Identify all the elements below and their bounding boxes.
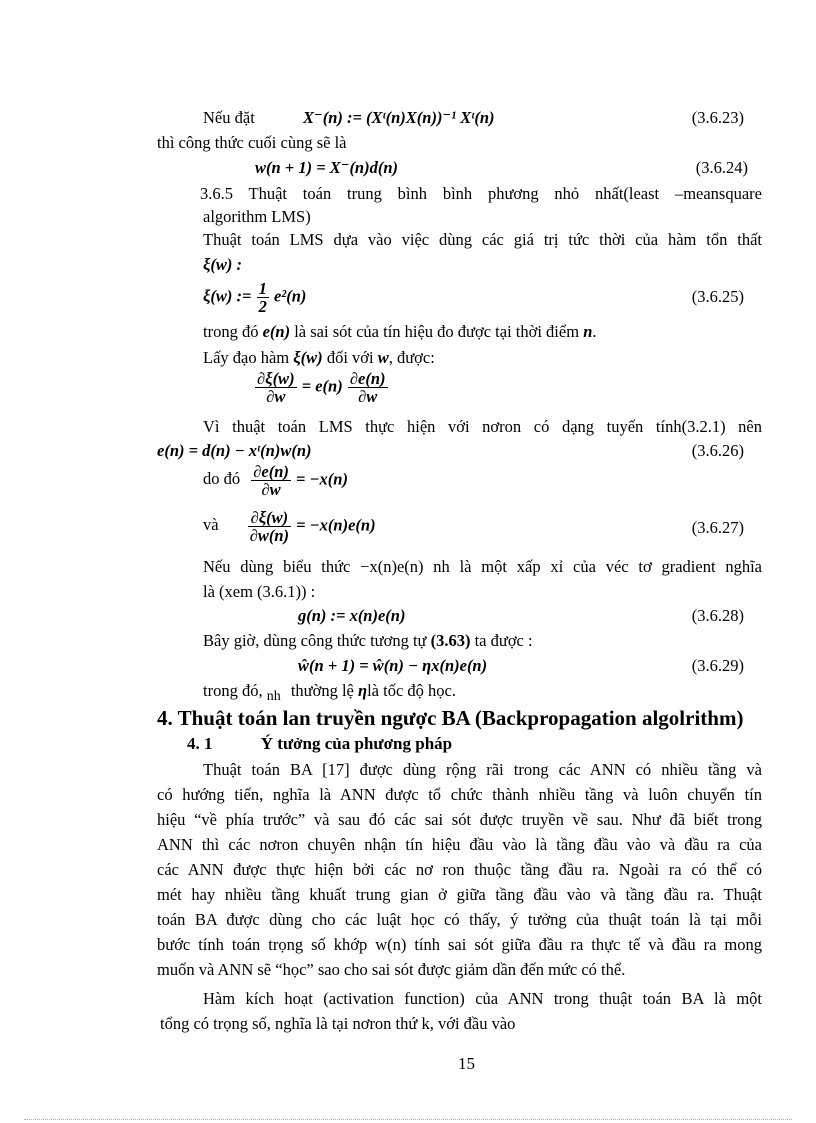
formula-3-6-28: g(n) := x(n)e(n) [298, 606, 406, 625]
denominator: 2 [258, 297, 267, 316]
text: do đó [203, 469, 241, 489]
numerator: 1 [258, 279, 267, 298]
page-number: 15 [458, 1054, 475, 1073]
equation-number: (3.6.29) [691, 656, 744, 675]
text-line [203, 681, 456, 703]
section-heading-4: 4. Thuật toán lan truyền ngược BA (Backpropagation algolrithm) [157, 706, 744, 730]
equation-number: (3.6.27) [691, 518, 744, 537]
paragraph-line: tổng có trọng số, nghĩa là tại nơron thứ k, với đầu vào [160, 1014, 516, 1033]
text: nh [266, 689, 281, 704]
paragraph-line: có hướng tiến, nghĩa là ANN được tổ chức thành nhiều tầng và luôn chuyển tín [157, 785, 762, 804]
text: Bây giờ, dùng công thức tương tự [203, 631, 427, 650]
formula-lhs: ξ(w) := [203, 286, 252, 306]
text-line [203, 631, 533, 651]
section-heading-3-6-5: 3.6.5 Thuật toán trung bình bình phương nhỏ nhất(least –meansquare [200, 184, 762, 203]
equation-number: (3.6.24) [695, 158, 748, 177]
numerator: ∂ξ(w) [248, 509, 291, 527]
text: là sai sót của tín hiệu đo được tại thời điểm [294, 322, 580, 341]
formula-3-6-26: e(n) = d(n) − xᵗ(n)w(n) [157, 441, 312, 460]
text: là tốc độ học. [367, 681, 456, 700]
reference: (3.63) [430, 631, 471, 650]
denominator: ∂w [261, 480, 281, 499]
page-bottom-divider [24, 1119, 792, 1120]
text: đối với [326, 348, 374, 367]
formula-inline: w [377, 348, 389, 367]
formula-derivative [254, 370, 389, 405]
formula-3-6-29: ŵ(n + 1) = ŵ(n) − ηx(n)e(n) [298, 656, 488, 675]
formula-inline: η [358, 681, 368, 700]
formula-rhs: = −x(n) [296, 469, 348, 489]
equation-number: (3.6.28) [691, 606, 744, 625]
formula-inline: ξ(w) [293, 348, 323, 367]
text: , được: [388, 348, 435, 367]
formula-inline: e(n) [262, 322, 291, 341]
formula-line [203, 509, 376, 544]
paragraph-line: mét hay nhiều tầng khuất trung gian ở giữa tầng đầu vào và tầng đầu ra. Thuật [157, 885, 762, 904]
numerator: ∂e(n) [253, 462, 289, 481]
text: thường lệ [290, 681, 354, 700]
paragraph-line: toán BA được dùng cho các luật học có thấy, ý tưởng của thuật toán là tại mỗi [157, 910, 762, 929]
formula-mid: = e(n) [301, 376, 343, 396]
paragraph-line: bước tính toán trọng số khớp w(n) tính sai sót giữa đầu ra thực tế và đầu ra mong [157, 935, 762, 954]
subsection-title: Ý tưởng của phương pháp [260, 734, 453, 753]
equation-number: (3.6.25) [691, 287, 744, 306]
fraction [251, 463, 291, 498]
denominator: ∂w [266, 387, 286, 406]
formula-3-6-25 [203, 280, 306, 315]
text: Nếu đặt [203, 108, 255, 127]
text: . [592, 322, 597, 341]
denominator: ∂w(n) [249, 526, 290, 545]
numerator: ∂ξ(w) [257, 369, 295, 388]
formula-rhs: = −x(n)e(n) [296, 515, 376, 535]
text-line [203, 322, 597, 342]
denominator: ∂w [358, 387, 378, 406]
paragraph-line: muốn và ANN sẽ “học” sao cho sai sót được giảm dần đến mức có thể. [157, 960, 626, 979]
numerator: ∂e(n) [349, 369, 386, 388]
subsection-number: 4. 1 [187, 734, 213, 753]
formula-inline: n [583, 322, 593, 341]
text-line: algorithm LMS) [203, 207, 311, 226]
text-line: Thuật toán LMS dựa vào việc dùng các giá trị tức thời của hàm tổn thất [203, 230, 762, 249]
paragraph-line: Thuật toán BA [17] được dùng rộng rãi trong các ANN có nhiều tầng và [203, 760, 762, 779]
equation-number: (3.6.23) [691, 108, 744, 127]
fraction [255, 370, 297, 405]
text-line [203, 108, 255, 128]
formula-3-6-24: w(n + 1) = X⁻(n)d(n) [255, 158, 399, 177]
text-line: là (xem (3.6.1)) : [203, 582, 316, 601]
paragraph-line: Hàm kích hoạt (activation function) của ANN trong thuật toán BA là một [203, 989, 762, 1008]
text-line: Vì thuật toán LMS thực hiện với nơron có dạng tuyến tính(3.2.1) nên [203, 417, 762, 436]
paragraph-line: hiệu “về phía trước” và sau đó các sai sót được truyền về sau. Như đã biết trong [157, 810, 762, 829]
text: trong đó, [203, 681, 263, 700]
fraction [348, 370, 388, 405]
text-line: thì công thức cuối cùng sẽ là [157, 133, 347, 152]
text-line [203, 348, 435, 368]
formula-inline: ξ(w) : [203, 255, 243, 274]
formula-line [203, 463, 348, 498]
fraction [257, 280, 269, 315]
text: Lấy đạo hàm [203, 348, 290, 367]
formula-3-6-23: X⁻(n) := (Xᵗ(n)X(n))⁻¹ Xᵗ(n) [303, 108, 495, 127]
equation-number: (3.6.26) [691, 441, 744, 460]
text: và [203, 515, 219, 535]
fraction [248, 509, 291, 544]
text: ta được : [474, 631, 533, 650]
paragraph-line: ANN thì các nơron chuyên nhận tín hiệu đầu vào là tầng đầu vào và đầu ra của [157, 835, 762, 854]
text-line: Nếu dùng biểu thức −x(n)e(n) nh là một xấp xỉ của véc tơ gradient nghĩa [203, 557, 762, 576]
text: trong đó [203, 322, 259, 341]
subsection-heading-4-1 [187, 734, 452, 754]
formula-rhs: e²(n) [273, 286, 307, 306]
paragraph-line: các ANN được thực hiện bởi các nơ ron thuộc tầng đầu ra. Ngoài ra có thể có [157, 860, 762, 879]
